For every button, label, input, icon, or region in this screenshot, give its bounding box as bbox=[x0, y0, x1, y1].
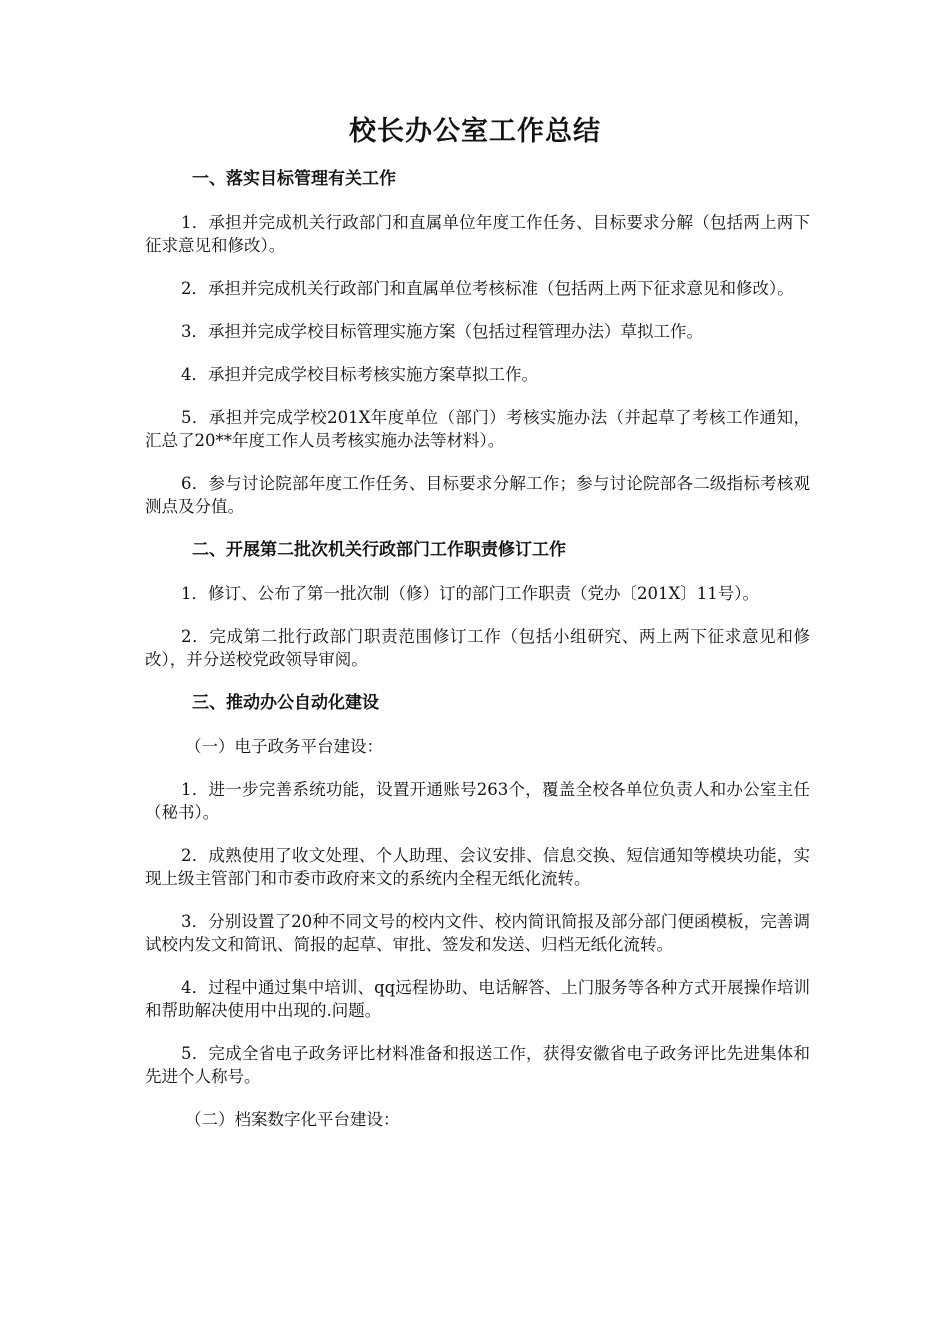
paragraph: 4．承担并完成学校目标考核实施方案草拟工作。 bbox=[181, 365, 538, 384]
paragraph: 3．承担并完成学校目标管理实施方案（包括过程管理办法）草拟工作。 bbox=[181, 322, 703, 341]
paragraph: 3．分别设置了20种不同文号的校内文件、校内简讯简报及部分部门便函模板，完善调试校内发文和简讯、简报的起草、审批、签发和发送、归档无纸化流转。 bbox=[145, 912, 810, 954]
paragraph: 1．进一步完善系统功能，设置开通账号263个，覆盖全校各单位负责人和办公室主任（秘书）。 bbox=[145, 780, 810, 822]
paragraph: 2．成熟使用了收文处理、个人助理、会议安排、信息交换、短信通知等模块功能，实现上级主管部门和市委市政府来文的系统内全程无纸化流转。 bbox=[145, 846, 810, 888]
document-title: 校长办公室工作总结 bbox=[349, 116, 601, 147]
paragraph: 5．完成全省电子政务评比材料准备和报送工作，获得安徽省电子政务评比先进集体和先进个人称号。 bbox=[145, 1044, 810, 1086]
paragraph: 2．承担并完成机关行政部门和直属单位考核标准（包括两上两下征求意见和修改）。 bbox=[181, 279, 794, 298]
paragraph: 1．修订、公布了第一批次制（修）订的部门工作职责（党办〔201X〕11号）。 bbox=[181, 584, 759, 603]
paragraph: 5．承担并完成学校201X年度单位（部门）考核实施办法（并起草了考核工作通知，汇总了20**年度工作人员考核实施办法等材料）。 bbox=[145, 408, 810, 450]
section-heading-2: 二、开展第二批次机关行政部门工作职责修订工作 bbox=[192, 540, 566, 560]
paragraph: 4．过程中通过集中培训、qq远程协助、电话解答、上门服务等各种方式开展操作培训和帮助解决使用中出现的.问题。 bbox=[145, 978, 810, 1020]
paragraph: 1．承担并完成机关行政部门和直属单位年度工作任务、目标要求分解（包括两上两下征求意见和修改）。 bbox=[145, 213, 810, 255]
paragraph: 2．完成第二批行政部门职责范围修订工作（包括小组研究、两上两下征求意见和修改），并分送校党政领导审阅。 bbox=[145, 627, 810, 669]
section-heading-1: 一、落实目标管理有关工作 bbox=[192, 169, 396, 189]
paragraph: 6．参与讨论院部年度工作任务、目标要求分解工作；参与讨论院部各二级指标考核观测点及分值。 bbox=[145, 474, 810, 516]
subsection-label: （一）电子政务平台建设： bbox=[185, 737, 383, 756]
subsection-label: （二）档案数字化平台建设： bbox=[185, 1110, 400, 1129]
document-body bbox=[145, 167, 810, 1151]
section-heading-3: 三、推动办公自动化建设 bbox=[192, 693, 379, 713]
